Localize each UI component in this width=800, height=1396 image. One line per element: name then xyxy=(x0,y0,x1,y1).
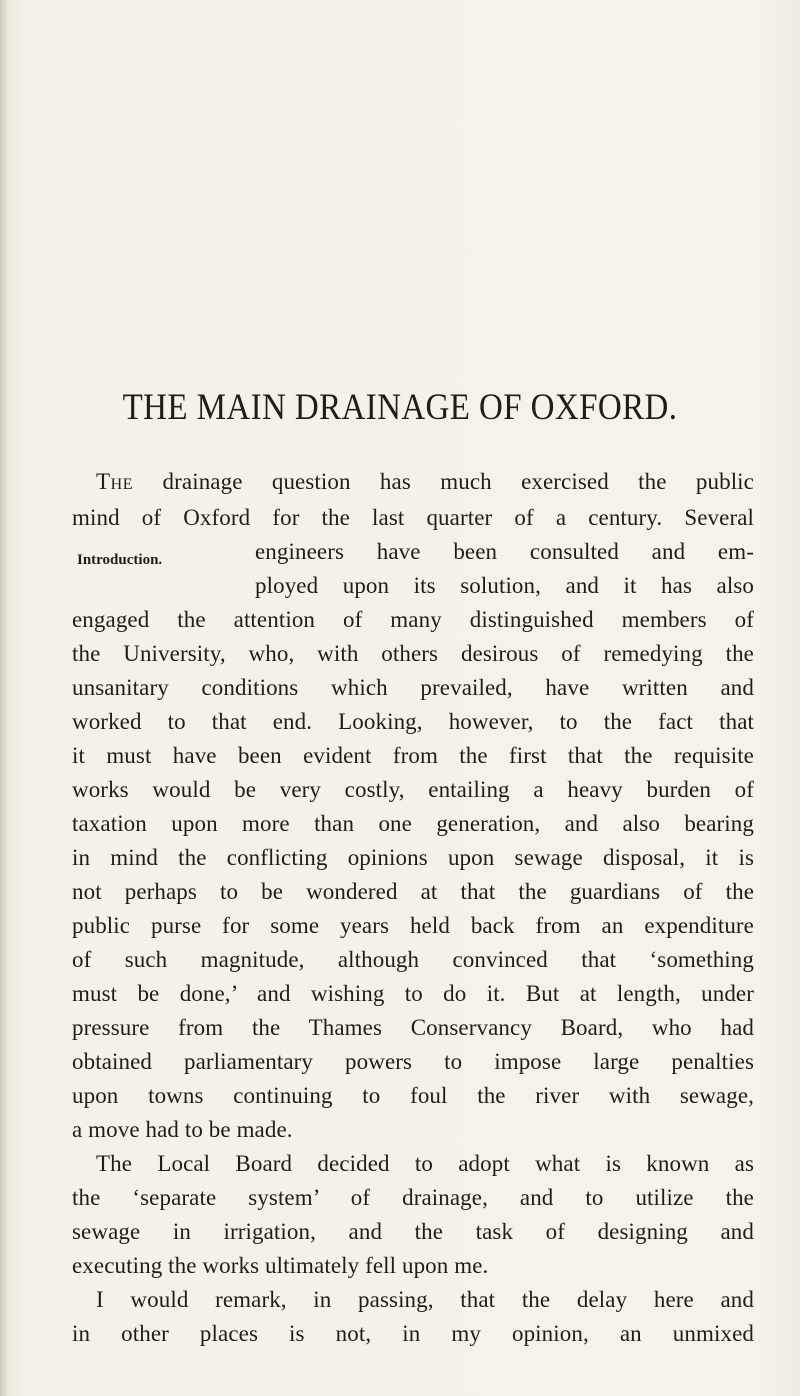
text-line: obtained parliamentary powers to impose large penalties xyxy=(72,1049,754,1074)
text-line: the University, who, with others desirous of remedying the xyxy=(72,641,754,666)
margin-sidenote: Introduction. xyxy=(77,552,163,568)
text-line: engaged the attention of many distinguished members of xyxy=(72,607,754,632)
text-line: sewage in irrigation, and the task of designing and xyxy=(72,1219,754,1244)
text-line: The drainage question has much exercised the public xyxy=(96,469,754,494)
text-line: upon towns continuing to foul the river with sewage, xyxy=(72,1083,754,1108)
text-line: not perhaps to be wondered at that the guardians of the xyxy=(72,879,754,904)
text-line: ployed upon its solution, and it has also xyxy=(255,573,754,598)
text-line: mind of Oxford for the last quarter of a century. Several xyxy=(72,505,754,530)
text-line: unsanitary conditions which prevailed, have written and xyxy=(72,675,754,700)
page-title: THE MAIN DRAINAGE OF OXFORD. xyxy=(122,387,678,429)
text-line: in mind the conflicting opinions upon sewage disposal, it is xyxy=(72,845,754,870)
text-line: of such magnitude, although convinced that ‘something xyxy=(72,947,754,972)
text-line: I would remark, in passing, that the delay here and xyxy=(96,1287,754,1312)
drop-word: The xyxy=(96,469,134,494)
text-line: The Local Board decided to adopt what is known as xyxy=(96,1151,754,1176)
spine-shadow xyxy=(0,0,9,1396)
text-line: pressure from the Thames Conservancy Board, who had xyxy=(72,1015,754,1040)
text-line: must be done,’ and wishing to do it. But at length, under xyxy=(72,981,754,1006)
text-line: the ‘separate system’ of drainage, and to utilize the xyxy=(72,1185,754,1210)
text-line: in other places is not, in my opinion, an unmixed xyxy=(72,1321,754,1346)
text-line: executing the works ultimately fell upon me. xyxy=(72,1253,489,1278)
text-line: engineers have been consulted and em- xyxy=(255,539,754,564)
text-line: taxation upon more than one generation, and also bearing xyxy=(72,811,754,836)
text-line: works would be very costly, entailing a heavy burden of xyxy=(72,777,754,802)
text-line: it must have been evident from the first that the requisite xyxy=(72,743,754,768)
text-line: worked to that end. Looking, however, to the fact that xyxy=(72,709,754,734)
text-line: public purse for some years held back from an expenditure xyxy=(72,913,754,938)
text-line: a move had to be made. xyxy=(72,1117,293,1142)
